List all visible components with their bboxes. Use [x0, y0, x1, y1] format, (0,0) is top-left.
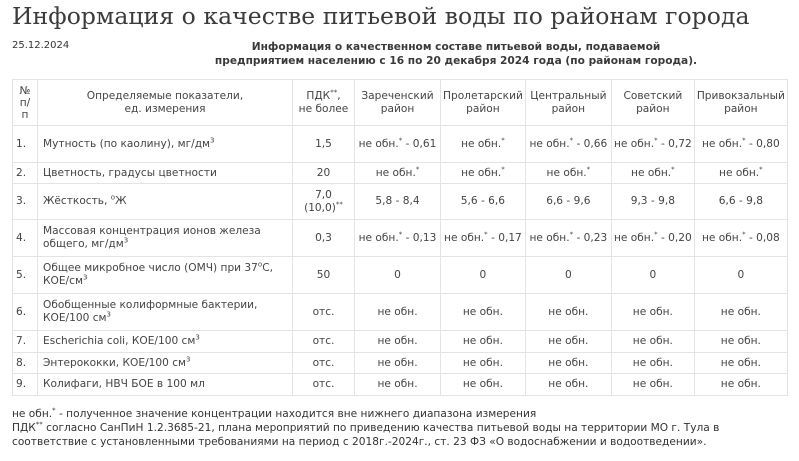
district-value: 6,6 - 9,8 [694, 184, 787, 220]
footnote-marker: * [586, 164, 591, 173]
value-text: не обн. [358, 231, 399, 244]
footnotes [12, 407, 792, 449]
indicator-name [38, 126, 293, 163]
table-row [13, 353, 788, 374]
value-text: не обн. [546, 166, 587, 179]
district-value: не обн. [525, 374, 611, 396]
row-number: 8. [13, 353, 38, 374]
district-value: 9,3 - 9,8 [611, 184, 694, 220]
district-value: не обн. [441, 353, 526, 374]
table-row [13, 220, 788, 257]
value-text: не обн. [613, 137, 655, 150]
pdk-value: отс. [293, 353, 355, 374]
row-number: 9. [13, 374, 38, 396]
indicator-name [38, 220, 293, 257]
table-row [13, 184, 788, 220]
footnote-marker: * [501, 164, 505, 173]
header-district-tsentralny [525, 80, 611, 126]
footnote-marker: * [654, 229, 658, 238]
table-row [13, 126, 788, 163]
indicator-text: Escherichia coli, КОЕ/100 см [43, 335, 196, 347]
indicator-name [38, 294, 293, 331]
value-text: не обн. [358, 137, 399, 150]
caption-line-1: Информация о качественном составе питьевой воды, подаваемой [251, 41, 661, 53]
district-value [441, 163, 526, 184]
header-number [13, 80, 38, 126]
district-name: Советский [623, 89, 683, 102]
district-value: не обн. [694, 294, 787, 331]
indicator-text: Обобщенные колиформные бактерии, КОЕ/100 см [43, 299, 258, 324]
district-value [694, 220, 787, 257]
table-header-row [13, 80, 788, 126]
header-indicator-line: ед. измерения [124, 102, 206, 115]
district-value: не обн. [694, 374, 787, 396]
unit-text: Ж [115, 195, 127, 207]
district-value [355, 220, 441, 257]
pdk-label: ПДК [306, 89, 331, 102]
indicator-text: Мутность (по каолину), мг/дм [43, 137, 211, 150]
footnote-marker: * [569, 135, 574, 144]
district-value: не обн. [355, 294, 441, 331]
header-district-sovetsky [611, 80, 694, 126]
district-suffix: район [380, 102, 415, 115]
footnote-marker: * [398, 135, 403, 144]
indicator-text: Жёсткость, [43, 195, 111, 207]
header-district-proletarsky [441, 80, 526, 126]
row-number: 6. [13, 294, 38, 331]
pdk-line2: не более [298, 102, 349, 115]
pdk-value: 50 [293, 257, 355, 294]
value-range: - 0,13 [402, 231, 437, 244]
indicator-name: Цветность, градусы цветности [38, 163, 293, 184]
water-quality-table [12, 79, 788, 396]
footnote-text: - полученное значение концентрации находится вне нижнего диапазона измерения [55, 408, 537, 420]
header-number-line: п [21, 108, 29, 121]
district-value: не обн. [525, 353, 611, 374]
value-range: - 0,23 [573, 231, 608, 244]
pdk-value: отс. [293, 294, 355, 331]
degree-marker: о [110, 193, 116, 202]
footnote-marker: ** [335, 199, 343, 208]
footnote-marker: ** [330, 87, 338, 96]
value-text: не обн. [529, 137, 570, 150]
value-range: - 0,61 [402, 137, 437, 150]
footnote-not-detected [12, 407, 792, 421]
district-value: 6,6 - 9,6 [525, 184, 611, 220]
district-value [525, 220, 611, 257]
degree-marker: о [257, 260, 263, 269]
district-value: 5,6 - 6,6 [441, 184, 526, 220]
indicator-name [38, 353, 293, 374]
table-row [13, 374, 788, 396]
district-value [694, 126, 787, 163]
footnote-marker: * [742, 229, 746, 238]
row-number: 3. [13, 184, 38, 220]
value-text: не обн. [701, 137, 743, 150]
publication-date: 25.12.2024 [12, 40, 70, 51]
district-value: не обн. [525, 294, 611, 331]
district-value [525, 126, 611, 163]
footnote-marker: * [742, 135, 746, 144]
district-value [611, 220, 694, 257]
district-value: не обн. [611, 294, 694, 331]
indicator-name [38, 331, 293, 353]
indicator-text: Массовая концентрация ионов железа общего, мг/дм [43, 225, 261, 250]
indicator-name [38, 184, 293, 220]
district-value: не обн. [525, 331, 611, 353]
row-number: 2. [13, 163, 38, 184]
indicator-text: Энтерококки, КОЕ/100 см [43, 356, 187, 369]
row-number: 1. [13, 126, 38, 163]
footnote-marker: * [484, 229, 488, 238]
pdk-value: 1,5 [293, 126, 355, 163]
footnote-marker: * [654, 135, 658, 144]
value-text: не обн. [375, 166, 416, 179]
superscript: 3 [186, 354, 191, 363]
value-range: - 0,20 [657, 231, 692, 244]
table-row [13, 163, 788, 184]
indicator-name [38, 257, 293, 294]
value-range: - 0,17 [487, 231, 522, 244]
district-value [611, 126, 694, 163]
district-name: Пролетарский [443, 89, 523, 102]
district-value: не обн. [441, 374, 526, 396]
pdk-primary: 7,0 [315, 188, 332, 201]
indicator-name: Колифаги, НВЧ БОЕ в 100 мл [38, 374, 293, 396]
pdk-value: отс. [293, 331, 355, 353]
footnote-marker: * [671, 164, 675, 173]
indicator-text: Общее микробное число (ОМЧ) при 37 [43, 262, 258, 274]
header-district-privokzalny [694, 80, 787, 126]
district-value: не обн. [611, 374, 694, 396]
row-number: 4. [13, 220, 38, 257]
caption-line-2: предприятием населению с 16 по 20 декабря 2024 года (по районам города). [214, 55, 698, 67]
superscript: 3 [106, 310, 111, 319]
value-range: - 0,66 [573, 137, 608, 150]
district-value: не обн. [441, 294, 526, 331]
value-text: не обн. [701, 231, 743, 244]
district-value [441, 126, 526, 163]
district-value: не обн. [611, 331, 694, 353]
footnote-term: не обн. [12, 408, 53, 420]
district-value [525, 163, 611, 184]
district-value: 0 [525, 257, 611, 294]
superscript: 3 [82, 273, 88, 282]
district-suffix: район [636, 102, 670, 115]
table-row [13, 294, 788, 331]
pdk-secondary: (10,0) [304, 201, 336, 214]
footnote-marker: * [398, 229, 403, 238]
district-value: не обн. [694, 353, 787, 374]
value-text: не обн. [444, 231, 485, 244]
district-value [611, 163, 694, 184]
district-value: 5,8 - 8,4 [355, 184, 441, 220]
header-indicator [38, 80, 293, 126]
district-suffix: район [724, 102, 758, 115]
value-text: не обн. [461, 137, 502, 150]
row-number: 5. [13, 257, 38, 294]
district-suffix: район [551, 102, 586, 115]
value-range: - 0,80 [745, 137, 780, 150]
value-text: не обн. [631, 166, 672, 179]
district-value: не обн. [355, 374, 441, 396]
header-pdk [293, 80, 355, 126]
footnote-marker: ** [35, 420, 43, 429]
district-value [694, 163, 787, 184]
district-value: 0 [694, 257, 787, 294]
pdk-value: 20 [293, 163, 355, 184]
footnote-marker: * [501, 135, 505, 144]
header-indicator-line: Определяемые показатели, [86, 89, 244, 102]
district-value: не обн. [611, 353, 694, 374]
value-range: - 0,72 [657, 137, 692, 150]
district-value: 0 [611, 257, 694, 294]
value-range: - 0,08 [745, 231, 780, 244]
table-row [13, 257, 788, 294]
pdk-value [293, 184, 355, 220]
table-caption [200, 40, 712, 68]
footnote-term: ПДК [12, 422, 36, 434]
district-value: не обн. [355, 353, 441, 374]
district-suffix: район [466, 102, 500, 115]
pdk-value: 0,3 [293, 220, 355, 257]
superscript: 3 [123, 236, 129, 245]
footnote-marker: * [759, 164, 763, 173]
footnote-marker: * [569, 229, 574, 238]
unit-text: С, КОЕ/см [43, 262, 273, 287]
superscript: 3 [195, 333, 200, 342]
pdk-suffix: , [337, 89, 341, 102]
header-number-line: п/ [19, 96, 31, 109]
district-value: не обн. [355, 331, 441, 353]
value-text: не обн. [613, 231, 655, 244]
pdk-value: отс. [293, 374, 355, 396]
superscript: 3 [210, 135, 215, 144]
district-value: 0 [355, 257, 441, 294]
district-value [355, 163, 441, 184]
district-name: Центральный [530, 89, 607, 102]
value-text: не обн. [529, 231, 570, 244]
footnote-pdk [12, 421, 792, 449]
district-value [441, 220, 526, 257]
value-text: не обн. [461, 166, 502, 179]
footnote-marker: * [415, 164, 420, 173]
footnote-marker: * [52, 406, 56, 415]
page-title: Информация о качестве питьевой воды по районам города [12, 2, 750, 30]
district-name: Привокзальный [696, 89, 785, 102]
district-value [355, 126, 441, 163]
header-number-line: № [19, 84, 31, 97]
district-value: не обн. [441, 331, 526, 353]
district-name: Зареченский [361, 89, 434, 102]
footnote-text: согласно СанПиН 1.2.3685-21, плана мероприятий по приведению качества питьевой воды на территории МО г. Тула в соответствие с установленными требованиями на период с 2018г.-2024г., ст. 23 ФЗ «О водоснабжении и водоотведении». [12, 422, 720, 448]
header-district-zarechensky [355, 80, 441, 126]
district-value: не обн. [694, 331, 787, 353]
district-value: 0 [441, 257, 526, 294]
value-text: не обн. [719, 166, 760, 179]
table-row [13, 331, 788, 353]
row-number: 7. [13, 331, 38, 353]
